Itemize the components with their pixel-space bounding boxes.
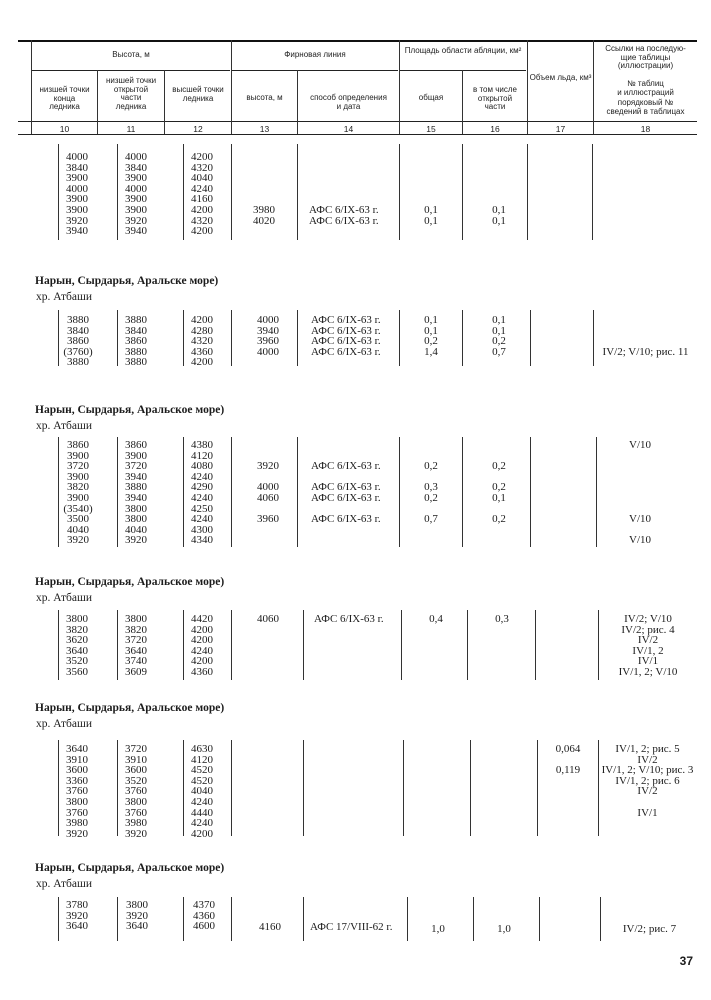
low-open-values: 3800 3820 3720 3640 3740 3609	[125, 613, 147, 678]
row-divider	[399, 310, 400, 366]
refs-values: IV/2; рис. 7	[622, 922, 677, 935]
row-divider	[462, 310, 463, 366]
section-subtitle: хр. Атбаши	[36, 592, 92, 604]
row-divider	[231, 310, 232, 366]
row-divider	[183, 437, 184, 547]
row-divider	[530, 437, 531, 547]
firn-method-values: АФС 6/IX-63 г.	[314, 613, 384, 625]
section-title: Нарын, Сырдарья, Аральское море)	[35, 576, 225, 588]
low-open-header: низшей точки открытой части ледника	[105, 76, 157, 111]
section-title: Нарын, Сырдарья, Аральское море)	[35, 404, 225, 416]
row-divider	[297, 144, 298, 240]
refs-num-header: порядковый № сведений в таблицах	[606, 98, 685, 116]
section-subtitle: хр. Атбаши	[36, 878, 92, 890]
section-title: Нарын, Сырдарья, Аральске море)	[35, 275, 219, 287]
row-divider	[399, 437, 400, 547]
refs-values: IV/2; V/10; рис. 11	[602, 345, 689, 358]
high-point-values: 4200 4280 4320 4360 4200	[191, 314, 213, 369]
row-divider	[470, 740, 471, 836]
area-group-header: Площадь области абляции, км²	[404, 46, 522, 55]
area-open-values: 1,0	[497, 922, 511, 935]
firn-height-header: высота, м	[246, 93, 283, 102]
high-point-values: 4200 4320 4040 4240 4160 4200 4320 4200	[191, 151, 213, 238]
low-end-values: 3800 3820 3620 3640 3520 3560	[66, 613, 88, 678]
row-divider	[117, 310, 118, 366]
row-divider	[596, 437, 597, 547]
area-open-values: 0,3	[495, 613, 509, 625]
firn-height-values: 3920 4000 4060 3960	[257, 460, 279, 526]
column-number: 16	[490, 124, 500, 134]
firn-height-values: 4160	[259, 920, 281, 933]
row-divider	[403, 740, 404, 836]
firn-method-values: АФС 17/VIII-62 г.	[310, 920, 393, 933]
low-open-values: 3720 3910 3600 3520 3760 3800 3760 3980 3920	[125, 743, 147, 840]
low-open-values: 3880 3840 3860 3880 3880	[125, 314, 147, 369]
row-divider	[117, 144, 118, 240]
low-end-values: 3780 3920 3640	[66, 899, 88, 933]
row-divider	[598, 610, 599, 680]
column-number: 12	[193, 124, 203, 134]
firn-method-values: АФС 6/IX-63 г. АФС 6/IX-63 г. АФС 6/IX-63 г. АФС 6/IX-63 г.	[311, 460, 381, 526]
firn-method-values: АФС 6/IX-63 г. АФС 6/IX-63 г. АФС 6/IX-63 г. АФС 6/IX-63 г.	[311, 314, 381, 358]
firn-height-values: 3980 4020	[253, 203, 275, 227]
area-total-values: 0,1 0,1 0,2 1,4	[424, 314, 438, 358]
row-divider	[183, 144, 184, 240]
low-open-values: 4000 3840 3900 4000 3900 3900 3920 3940	[125, 151, 147, 238]
height-group-header: Высота, м	[112, 50, 150, 59]
row-divider	[297, 437, 298, 547]
header-divider	[527, 40, 528, 134]
area-total-values: 0,1 0,1	[424, 203, 438, 227]
area-total-header: общая	[418, 93, 444, 102]
firn-height-values: 4000 3940 3960 4000	[257, 314, 279, 358]
row-divider	[183, 897, 184, 941]
low-end-values: 3860 3900 3720 3900 3820 3900 (3540) 3500 4040 3920	[63, 439, 93, 547]
row-divider	[303, 610, 304, 680]
row-divider	[473, 897, 474, 941]
low-end-values: 3880 3840 3860 (3760) 3880	[63, 314, 93, 369]
low-end-values: 3640 3910 3600 3360 3760 3800 3760 3980 3920	[66, 743, 88, 840]
area-open-values: 0,2 0,2 0,1 0,2	[492, 460, 506, 526]
row-divider	[58, 897, 59, 941]
row-divider	[303, 897, 304, 941]
row-divider	[530, 310, 531, 366]
row-divider	[231, 610, 232, 680]
low-open-values: 3800 3920 3640	[126, 899, 148, 933]
column-number: 14	[343, 124, 354, 134]
column-number: 10	[59, 124, 70, 134]
high-point-values: 4420 4200 4200 4240 4200 4360	[191, 613, 213, 678]
refs-values: V/10 V/10 V/10	[629, 439, 651, 547]
row-divider	[539, 897, 540, 941]
row-divider	[407, 897, 408, 941]
firn-group-rule	[231, 70, 398, 71]
volume-header: Объем льда, км³	[529, 73, 592, 82]
area-total-values: 0,2 0,3 0,2 0,7	[424, 460, 438, 526]
section-subtitle: хр. Атбаши	[36, 291, 92, 303]
row-divider	[231, 144, 232, 240]
row-divider	[297, 310, 298, 366]
height-group-rule	[32, 70, 230, 71]
row-divider	[58, 610, 59, 680]
low-open-values: 3860 3900 3720 3940 3880 3940 3800 3800 4040 3920	[125, 439, 147, 547]
refs-values: IV/2; V/10 IV/2; рис. 4 IV/2 IV/1, 2 IV/1 IV/1, 2; V/10	[618, 613, 678, 678]
row-divider	[600, 897, 601, 941]
row-divider	[467, 610, 468, 680]
row-divider	[117, 610, 118, 680]
row-divider	[401, 610, 402, 680]
row-divider	[231, 437, 232, 547]
refs-values: IV/1, 2; рис. 5 IV/2 IV/1, 2; V/10; рис. 3 IV/1, 2; рис. 6 IV/2 IV/1	[601, 743, 694, 819]
row-divider	[399, 144, 400, 240]
area-open-header: в том числе открытой части	[473, 85, 517, 111]
row-divider	[231, 897, 232, 941]
row-divider	[58, 740, 59, 836]
row-divider	[527, 144, 528, 240]
row-divider	[231, 740, 232, 836]
section-title: Нарын, Сырдарья, Аральское море)	[35, 862, 225, 874]
page-number: 37	[679, 954, 693, 968]
high-point-values: 4630 4120 4520 4520 4040 4240 4440 4240 4200	[191, 743, 213, 840]
header-mid-rule	[18, 121, 697, 122]
row-divider	[183, 610, 184, 680]
row-divider	[183, 310, 184, 366]
header-top-rule	[18, 40, 697, 42]
row-divider	[535, 610, 536, 680]
column-number: 13	[259, 124, 270, 134]
high-point-header: высшей точки ледника	[172, 85, 224, 103]
volume-values: 0,064 0,119	[555, 743, 581, 777]
area-total-values: 0,4	[429, 613, 443, 625]
low-end-header: низшей точки конца ледника	[39, 85, 90, 111]
column-number: 17	[555, 124, 566, 134]
area-open-values: 0,1 0,1 0,2 0,7	[492, 314, 506, 358]
header-bottom-rule	[18, 134, 697, 135]
row-divider	[117, 897, 118, 941]
column-number: 15	[426, 124, 436, 134]
firn-height-values: 4060	[257, 613, 279, 625]
firn-method-header: способ определения и дата	[310, 93, 387, 111]
column-number: 18	[640, 124, 651, 134]
refs-header: Ссылки на последую- щие таблицы (иллюстрации)	[605, 44, 686, 70]
area-open-values: 0,1 0,1	[492, 203, 506, 227]
row-divider	[58, 144, 59, 240]
firn-group-header: Фирновая линия	[284, 50, 346, 59]
row-divider	[183, 740, 184, 836]
row-divider	[462, 144, 463, 240]
refs-table-header: № таблиц и иллюстраций	[617, 79, 674, 97]
column-number: 11	[126, 124, 136, 134]
high-point-values: 4380 4120 4080 4240 4290 4240 4250 4240 4300 4340	[191, 439, 213, 547]
row-divider	[117, 437, 118, 547]
area-total-values: 1,0	[431, 922, 445, 935]
firn-method-values: АФС 6/IX-63 г. АФС 6/IX-63 г.	[309, 203, 379, 227]
row-divider	[117, 740, 118, 836]
low-end-values: 4000 3840 3900 4000 3900 3900 3920 3940	[66, 151, 88, 238]
row-divider	[537, 740, 538, 836]
row-divider	[462, 437, 463, 547]
section-subtitle: хр. Атбаши	[36, 420, 92, 432]
row-divider	[592, 144, 593, 240]
section-subtitle: хр. Атбаши	[36, 718, 92, 730]
high-point-values: 4370 4360 4600	[193, 899, 215, 933]
section-title: Нарын, Сырдарья, Аральское море)	[35, 702, 225, 714]
row-divider	[303, 740, 304, 836]
